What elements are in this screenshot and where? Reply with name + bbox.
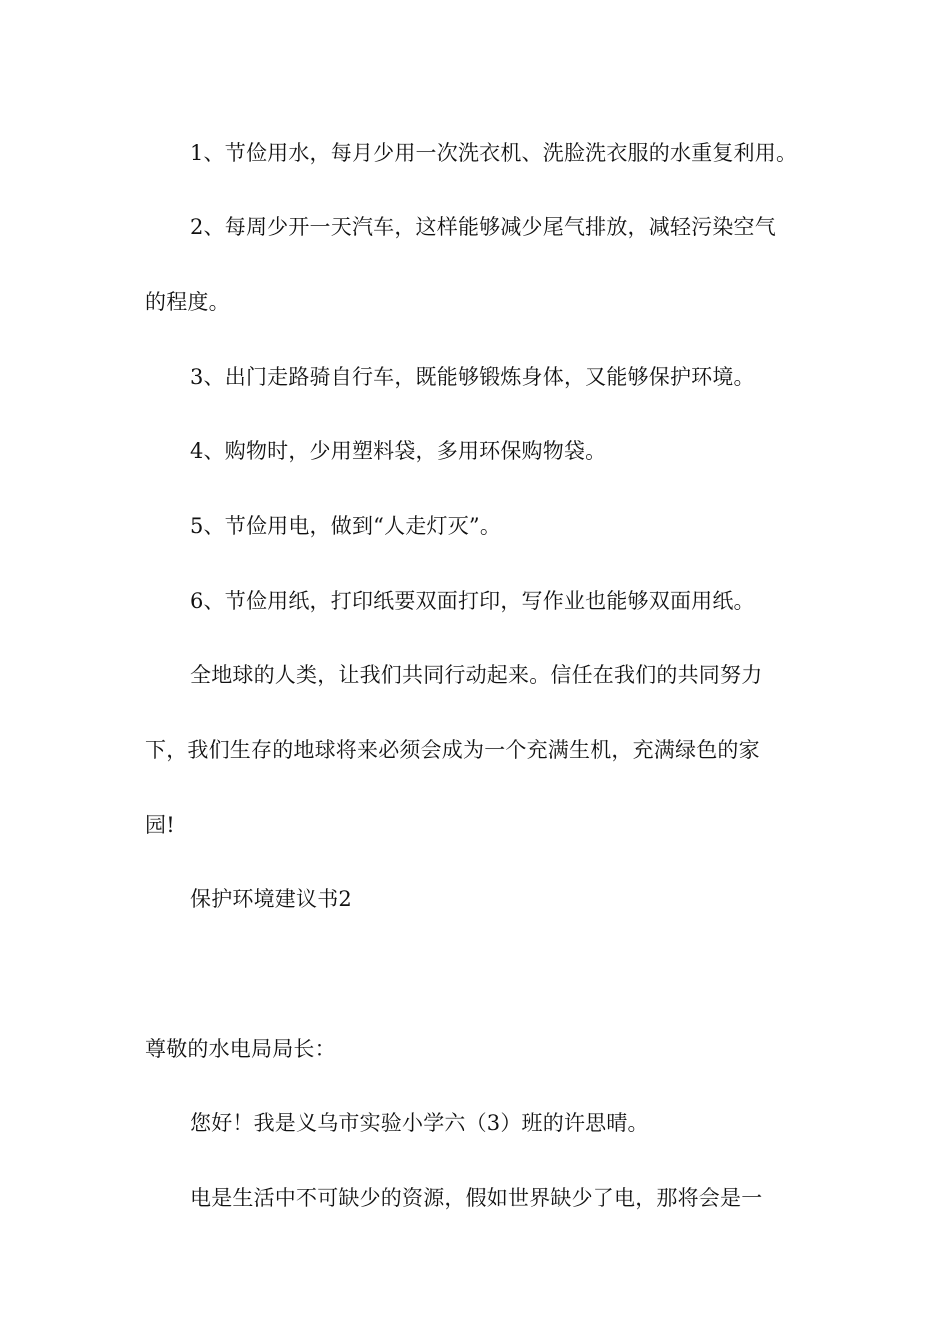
paragraph-line-12: 电是生活中不可缺少的资源，假如世界缺少了电，那将会是一 bbox=[190, 1186, 763, 1210]
salutation: 尊敬的水电局局长： bbox=[145, 1037, 336, 1061]
section-title: 保护环境建议书2 bbox=[190, 887, 352, 911]
paragraph-line-6: 5、节俭用电，做到“人走灯灭”。 bbox=[190, 514, 502, 538]
paragraph-line-11: 您好！我是义乌市实验小学六（3）班的许思晴。 bbox=[190, 1111, 649, 1135]
paragraph-line-8: 全地球的人类，让我们共同行动起来。信任在我们的共同努力 bbox=[190, 663, 763, 687]
paragraph-line-5: 4、购物时，少用塑料袋，多用环保购物袋。 bbox=[190, 439, 607, 463]
paragraph-line-3: 的程度。 bbox=[145, 290, 230, 314]
paragraph-line-2: 2、每周少开一天汽车，这样能够减少尾气排放，减轻污染空气 bbox=[190, 215, 776, 239]
paragraph-line-1: 1、节俭用水，每月少用一次洗衣机、洗脸洗衣服的水重复利用。 bbox=[190, 141, 798, 165]
paragraph-line-10: 园! bbox=[145, 813, 175, 837]
paragraph-line-9: 下，我们生存的地球将来必须会成为一个充满生机，充满绿色的家 bbox=[145, 738, 760, 762]
paragraph-line-7: 6、节俭用纸，打印纸要双面打印，写作业也能够双面用纸。 bbox=[190, 589, 755, 613]
paragraph-line-4: 3、出门走路骑自行车，既能够锻炼身体，又能够保护环境。 bbox=[190, 365, 755, 389]
